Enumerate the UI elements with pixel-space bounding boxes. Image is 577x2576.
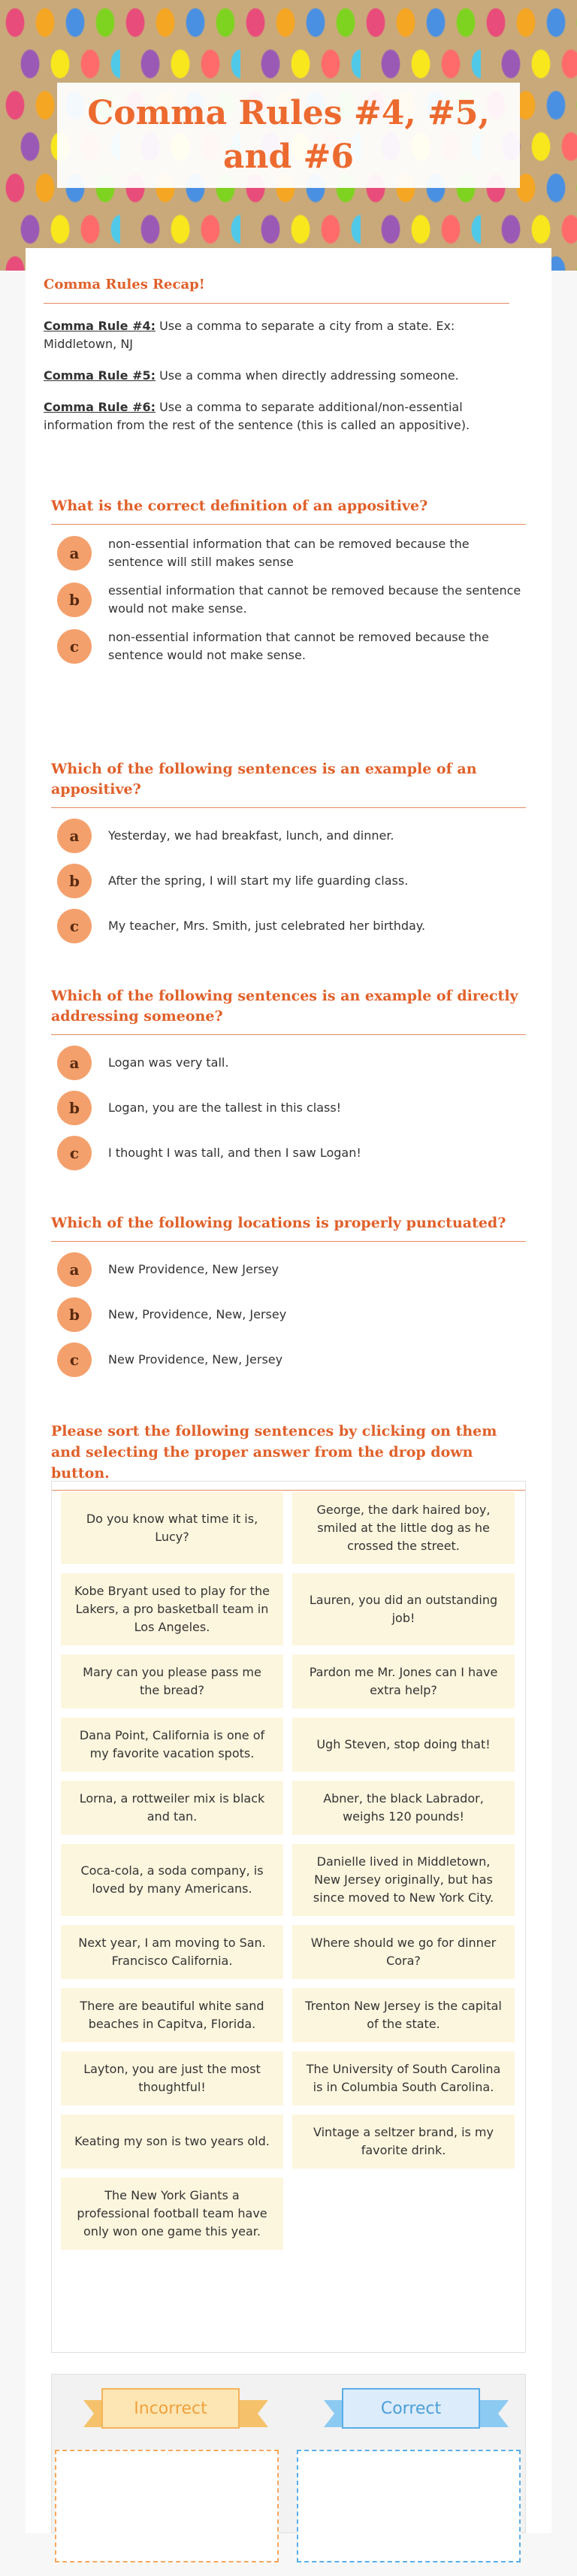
rule-4: Comma Rule #4: Use a comma to separate a city from a state. Ex: Middletown, NJ: [44, 319, 455, 351]
sort-card[interactable]: Do you know what time it is, Lucy?: [61, 1492, 283, 1564]
incorrect-drop-zone[interactable]: [55, 2450, 279, 2562]
sort-card[interactable]: Layton, you are just the most thoughtful!: [61, 2051, 283, 2105]
question-4: [51, 1213, 526, 1388]
option-badge[interactable]: c: [57, 1342, 92, 1377]
option-badge[interactable]: b: [57, 1297, 92, 1332]
sort-card[interactable]: Pardon me Mr. Jones can I have extra help?: [292, 1654, 515, 1709]
question-3-option-a[interactable]: a Logan was very tall.: [57, 1046, 526, 1080]
option-badge[interactable]: c: [57, 1136, 92, 1170]
sort-card[interactable]: Lauren, you did an outstanding job!: [292, 1573, 515, 1645]
option-badge[interactable]: b: [57, 1091, 92, 1125]
option-badge[interactable]: a: [57, 1046, 92, 1080]
sort-card[interactable]: The New York Giants a professional football team have only won one game this year.: [61, 2178, 283, 2250]
question-4-option-a[interactable]: a New Providence, New Jersey: [57, 1252, 526, 1287]
question-1-option-a[interactable]: a non-essential information that can be removed because the sentence will still makes sense: [57, 535, 526, 571]
sort-card[interactable]: Where should we go for dinner Cora?: [292, 1925, 515, 1979]
rule-6: Comma Rule #6: Use a comma to separate additional/non-essential information from the rest of the sentence (this is called an appositive).: [44, 400, 470, 432]
sort-cards: [61, 1492, 516, 2250]
correct-drop-zone[interactable]: [297, 2450, 521, 2562]
option-badge[interactable]: b: [57, 864, 92, 898]
question-2-option-c[interactable]: c My teacher, Mrs. Smith, just celebrated her birthday.: [57, 909, 526, 943]
recap-section: [44, 277, 509, 434]
title-card: [57, 83, 520, 188]
option-badge[interactable]: c: [57, 909, 92, 943]
correct-label: Correct: [342, 2388, 480, 2429]
question-3: [51, 986, 526, 1181]
question-4-option-b[interactable]: b New, Providence, New, Jersey: [57, 1297, 526, 1332]
sort-card[interactable]: The University of South Carolina is in Columbia South Carolina.: [292, 2051, 515, 2105]
sort-card[interactable]: Mary can you please pass me the bread?: [61, 1654, 283, 1709]
question-3-option-c[interactable]: c I thought I was tall, and then I saw Logan!: [57, 1136, 526, 1170]
sort-card[interactable]: Trenton New Jersey is the capital of the state.: [292, 1988, 515, 2042]
sort-card[interactable]: George, the dark haired boy, smiled at the little dog as he crossed the street.: [292, 1492, 515, 1564]
option-badge[interactable]: a: [57, 536, 92, 571]
question-2: [51, 759, 526, 954]
sort-card[interactable]: There are beautiful white sand beaches in Capitva, Florida.: [61, 1988, 283, 2042]
sort-card[interactable]: Lorna, a rottweiler mix is black and tan.: [61, 1781, 283, 1835]
ribbon-tail-icon: [477, 2400, 509, 2427]
question-1-option-b[interactable]: b essential information that cannot be removed because the sentence would not make sense.: [57, 582, 526, 618]
question-2-text: Which of the following sentences is an example of an appositive?: [51, 759, 526, 808]
recap-heading: Comma Rules Recap!: [44, 277, 509, 304]
header-banner: [0, 0, 577, 271]
ribbon-tail-icon: [237, 2400, 268, 2427]
sort-instruction: Please sort the following sentences by clicking on them and selecting the proper answer from the drop down button.: [51, 1421, 526, 1491]
option-badge[interactable]: c: [57, 629, 92, 664]
question-4-text: Which of the following locations is properly punctuated?: [51, 1213, 526, 1242]
rule-5: Comma Rule #5: Use a comma when directly addressing someone.: [44, 368, 459, 383]
incorrect-label: Incorrect: [101, 2388, 240, 2429]
sort-card[interactable]: Next year, I am moving to San. Francisco California.: [61, 1925, 283, 1979]
sort-card[interactable]: Coca-cola, a soda company, is loved by many Americans.: [61, 1844, 283, 1916]
question-3-text: Which of the following sentences is an example of directly addressing someone?: [51, 986, 526, 1035]
option-badge[interactable]: a: [57, 1252, 92, 1287]
question-1-text: What is the correct definition of an appositive?: [51, 496, 526, 525]
option-badge[interactable]: a: [57, 819, 92, 853]
sort-card[interactable]: Danielle lived in Middletown, New Jersey originally, but has since moved to New York City.: [292, 1844, 515, 1916]
sort-card[interactable]: Ugh Steven, stop doing that!: [292, 1718, 515, 1772]
option-badge[interactable]: b: [57, 583, 92, 617]
question-2-option-a[interactable]: a Yesterday, we had breakfast, lunch, and dinner.: [57, 819, 526, 853]
question-3-option-b[interactable]: b Logan, you are the tallest in this class!: [57, 1091, 526, 1125]
question-1: [51, 496, 526, 675]
sort-card[interactable]: Abner, the black Labrador, weighs 120 pounds!: [292, 1781, 515, 1835]
sort-card[interactable]: Keating my son is two years old.: [61, 2114, 283, 2169]
question-2-option-b[interactable]: b After the spring, I will start my life guarding class.: [57, 864, 526, 898]
sort-card[interactable]: Vintage a seltzer brand, is my favorite drink.: [292, 2114, 515, 2169]
page-title: Comma Rules #4, #5, and #6: [87, 94, 490, 176]
drop-zone-area: [51, 2374, 526, 2533]
sort-card[interactable]: Dana Point, California is one of my favorite vacation spots.: [61, 1718, 283, 1772]
question-1-option-c[interactable]: c non-essential information that cannot be removed because the sentence would not make sense.: [57, 628, 526, 664]
question-4-option-c[interactable]: c New Providence, New, Jersey: [57, 1342, 526, 1377]
sort-card-area: [51, 1481, 526, 2353]
sort-card[interactable]: Kobe Bryant used to play for the Lakers, a pro basketball team in Los Angeles.: [61, 1573, 283, 1645]
